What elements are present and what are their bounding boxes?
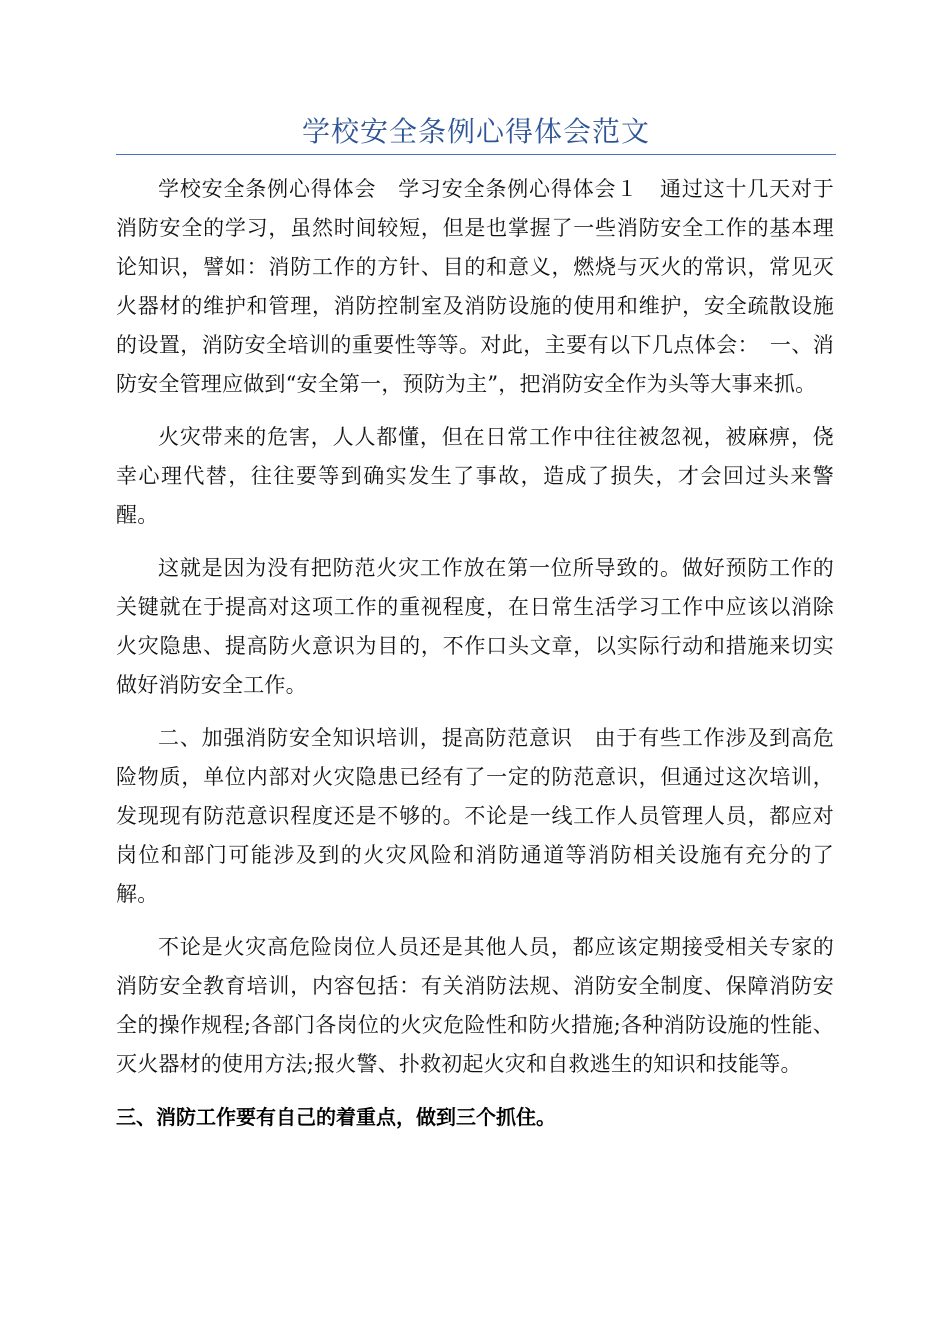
paragraph-1: 学校安全条例心得体会 学习安全条例心得体会１ 通过这十几天对于消防安全的学习，虽然时间较短，但是也掌握了一些消防安全工作的基本理论知识，譬如：消防工作的方针、目的和意义，燃烧与灭火的常识，常见灭火器材的维护和管理，消防控制室及消防设施的使用和维护，安全疏散设施的设置，消防安全培训的重要性等等。对此，主要有以下几点体会： 一、消防安全管理应做到“安全第一，预防为主”，把消防安全作为头等大事来抓。: [116, 177, 834, 396]
paragraph-2: 火灾带来的危害，人人都懂，但在日常工作中往往被忽视，被麻痹，侥幸心理代替，往往要等到确实发生了事故，造成了损失，才会回过头来警醒。: [116, 425, 834, 527]
document-title: 学校安全条例心得体会范文: [301, 115, 650, 148]
paragraph-3: 这就是因为没有把防范火灾工作放在第一位所导致的。做好预防工作的关键就在于提高对这项工作的重视程度，在日常生活学习工作中应该以消除火灾隐患、提高防火意识为目的，不作口头文章，以实际行动和措施来切实做好消防安全工作。: [116, 556, 834, 697]
title-underline: [116, 154, 836, 155]
paragraph-4: 二、加强消防安全知识培训，提高防范意识 由于有些工作涉及到高危险物质，单位内部对火灾隐患已经有了一定的防范意识，但通过这次培训，发现现有防范意识程度还是不够的。不论是一线工作人员管理人员，都应对岗位和部门可能涉及到的火灾风险和消防通道等消防相关设施有充分的了解。: [116, 726, 834, 906]
section-heading-3: 三、消防工作要有自己的着重点，做到三个抓住。: [116, 1105, 556, 1129]
document-body: [116, 170, 834, 1137]
paragraph-5: 不论是火灾高危险岗位人员还是其他人员，都应该定期接受相关专家的消防安全教育培训，内容包括：有关消防法规、消防安全制度、保障消防安全的操作规程;各部门各岗位的火灾危险性和防火措施;各种消防设施的性能、灭火器材的使用方法;报火警、扑救初起火灾和自救逃生的知识和技能等。: [116, 935, 834, 1076]
